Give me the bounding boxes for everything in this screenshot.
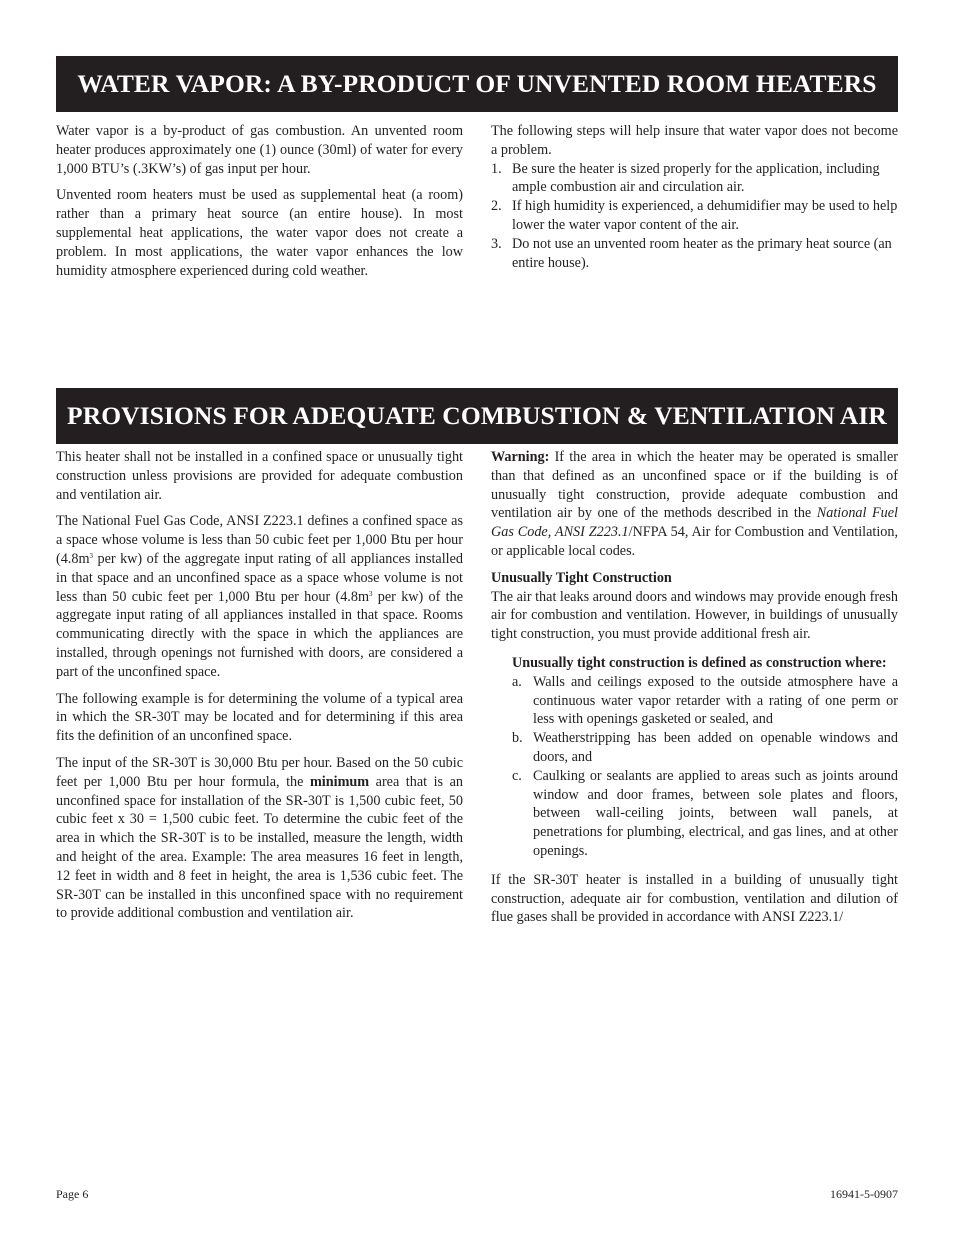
example-intro-paragraph: The following example is for determining the volume of a typical area in which the SR-30T may be located and for determining if this area fits the definition of an unconfined space. — [56, 690, 463, 745]
text-run: /NFPA 54, Air for Combustion and Ventilation, or applicable local codes. — [491, 524, 898, 559]
definition-list — [512, 673, 898, 861]
confined-space-paragraph: This heater shall not be installed in a confined space or unusually tight construction unless provisions are provided for adequate combustion and ventilation air. — [56, 449, 463, 503]
text-run: If the area in which the heater may be operated is smaller than that defined as an unconfined space or if the building is of unusually tight construction, provide adequate combustion and ventilation air by one of the methods described in the — [491, 449, 898, 522]
tight-construction-heading: Unusually Tight Construction — [491, 569, 672, 586]
example-calculation-paragraph — [56, 754, 463, 923]
item-text: Walls and ceilings exposed to the outside atmosphere have a continuous water vapor retarder with a rating of one perm or less with openings gasketed or sealed, and — [533, 673, 898, 728]
item-letter: a. — [512, 673, 522, 690]
list-item — [491, 197, 898, 235]
combustion-right-column — [491, 448, 898, 935]
step-text: If high humidity is experienced, a dehumidifier may be used to help lower the water vapor content of the air. — [512, 198, 898, 233]
warning-paragraph — [491, 448, 898, 561]
text-run: The input of the SR-30T is 30,000 Btu per hour. Based on the 50 cubic feet per 1,000 Btu per hour formula, the — [56, 754, 463, 790]
water-vapor-paragraph-1: Water vapor is a by-product of gas combustion. An unvented room heater produces approximately one (1) ounce (30ml) of water for every 1,000 BTU’s (.3KW’s) of gas input per hour. — [56, 123, 463, 177]
text-run: per kw) of the aggregate input rating of all appliances installed in that space and an unconfined space as a space whose volume is not less than 50 cubic feet per 1,000 Btu per hour (4.8m — [56, 550, 463, 605]
water-vapor-steps-intro: The following steps will help insure that water vapor does not become a problem. — [491, 123, 898, 158]
text-run: per kw) of the aggregate input rating of all appliances installed in that space. Rooms communicating directly with the space in which the appliances are installed, through openings not furnished with doors, are considered a part of the unconfined space. — [56, 588, 463, 680]
item-letter: c. — [512, 767, 522, 784]
page-number: Page 6 — [56, 1187, 89, 1201]
fuel-gas-code-paragraph — [56, 512, 463, 681]
definition-heading: Unusually tight construction is defined as construction where: — [512, 654, 887, 671]
list-item — [512, 729, 898, 767]
text-run: area that is an unconfined space for installation of the SR-30T is 1,500 cubic feet, 50 cubic feet x 30 = 1,500 cubic feet. To determine the cubic feet of the area in which the SR-30T is to be installed, measure the length, width and height of the area. Example: The area measures 16 feet in length, 12 feet in width and 8 feet in height, the area is 1,536 cubic feet. The SR-30T can be installed in this unconfined space with no requirement to provide additional combustion and ventilation air. — [56, 773, 463, 922]
text-run: The air that leaks around doors and windows may provide enough fresh air for combustion and ventilation. However, in buildings of unusually tight construction, you must provide additional fresh air. — [491, 588, 898, 643]
tight-construction-definition — [512, 654, 898, 861]
italic-text: National Fuel Gas Code, ANSI Z223.1 — [491, 505, 898, 541]
list-item — [491, 160, 898, 198]
final-paragraph: If the SR-30T heater is installed in a building of unusually tight construction, adequate air for combustion, ventilation and dilution of flue gases shall be provided in accordance with ANSI Z223.1/ — [491, 871, 898, 926]
list-item — [512, 767, 898, 861]
warning-label: Warning: — [491, 449, 550, 465]
section-combustion-air-title: PROVISIONS FOR ADEQUATE COMBUSTION & VENTILATION AIR — [56, 388, 898, 444]
document-number: 16941-5-0907 — [830, 1187, 898, 1201]
step-text: Be sure the heater is sized properly for the application, including ample combustion air and circulation air. — [512, 160, 880, 196]
item-text: Weatherstripping has been added on openable windows and doors, and — [533, 730, 898, 765]
list-item — [491, 235, 898, 273]
step-number: 2. — [491, 198, 502, 215]
water-vapor-left-column — [56, 122, 463, 288]
tight-construction-paragraph — [491, 569, 898, 644]
step-text: Do not use an unvented room heater as the primary heat source (an entire house). — [512, 235, 892, 271]
water-vapor-right-column — [491, 122, 898, 272]
water-vapor-paragraph-2: Unvented room heaters must be used as supplemental heat (a room) rather than a primary heat source (an entire house). In most supplemental heat applications, the water vapor does not create a problem. In most applications, the water vapor enhances the low humidity atmosphere experienced during cold weather. — [56, 187, 463, 279]
section-water-vapor-title: WATER VAPOR: A BY-PRODUCT OF UNVENTED ROOM HEATERS — [56, 56, 898, 112]
list-item — [512, 673, 898, 729]
superscript: 3 — [368, 589, 373, 598]
item-text: Caulking or sealants are applied to areas such as joints around window and door frames, between sole plates and floors, between wall-ceiling joints, between wall panels, at penetrations for plumbing, electrical, and gas lines, and at other openings. — [533, 767, 898, 859]
bold-text: minimum — [309, 773, 370, 790]
item-letter: b. — [512, 730, 523, 747]
step-number: 1. — [491, 160, 502, 177]
step-number: 3. — [491, 235, 502, 252]
water-vapor-steps-list — [491, 160, 898, 273]
combustion-left-column — [56, 448, 463, 931]
superscript: 3 — [89, 551, 93, 560]
text-run: The National Fuel Gas Code, ANSI Z223.1 defines a confined space as a space whose volume is less than 50 cubic feet per 1,000 Btu per hour (4.8m — [56, 513, 463, 567]
